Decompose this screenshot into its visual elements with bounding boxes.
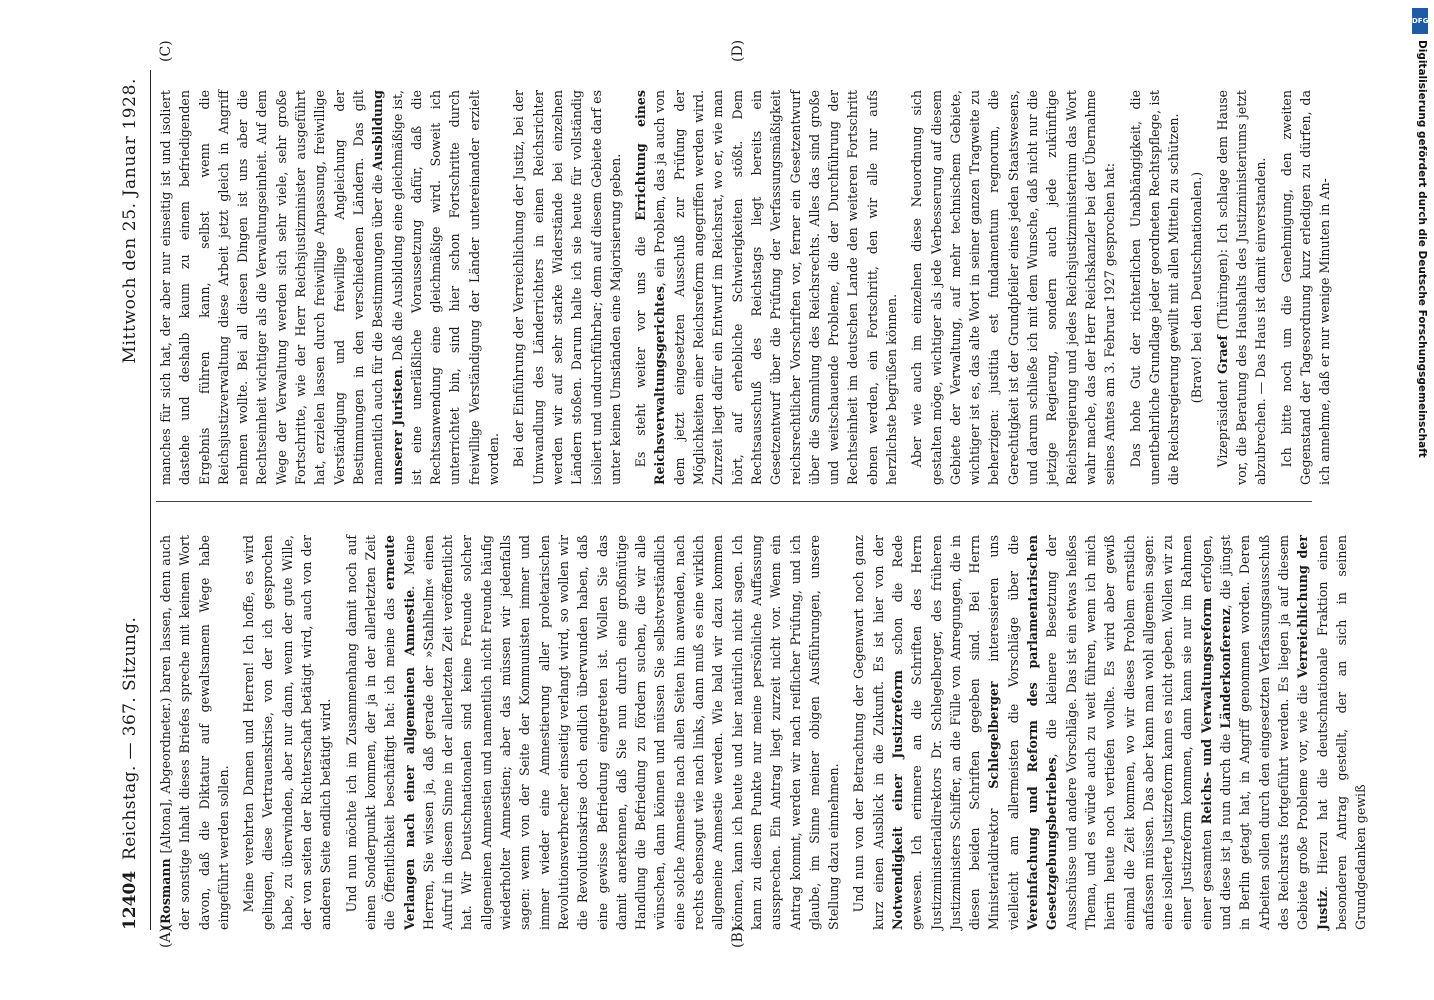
page-number: 12404 [120,870,140,930]
paragraph: Aber wie auch im einzelnen diese Neuordnung sich gestalten möge, wichtiger als jede Verbesserung auf diesem Gebiete der Verwaltung, auf mehr technischem Gebiete, wichtiger ist es, das alte Wort in seiner ganzen Tragweite zu beherzigen: justitia est fundamentum regnorum, die Gerechtigkeit ist der Grundpfeiler eines jeden Staatswesens, und darum schließe ich mit dem Wunsche, daß nicht nur die jetzige Regierung, sondern auch jede zukünftige Reichsregierung und jedes Reichsjustizministerium das Wort wahr mache, das der Herr Reichskanzler bei der Übernahme seines Amtes am 3. Februar 1927 gesprochen hat: [909,90,1118,485]
quotation: Das hohe Gut der richterlichen Unabhängigkeit, die unentbehrliche Grundlage jeder geordneten Rechtspflege, ist die Reichsregierung gewillt mit allen Mitteln zu schützen. [1127,90,1182,485]
paragraph: Und nun von der Betrachtung der Gegenwart noch ganz kurz einen Ausblick in die Zukunft. Es ist hier von der Notwendigkeit einer Justizreform schon die Rede gewesen. Ich erinnere an die Schriften des Herrn Justizministerialdirektors Dr. Schlegelberger, des früheren Justizministers Schiffer, an die Fülle von Anregungen, die in diesen beiden Schriften gegeben sind. Bei Herrn Ministerialdirektor Schlegelberger interessieren uns vielleicht am allermeisten die Vorschläge über die Vereinfachung und Reform des parlamentarischen Gesetzgebungsbetriebes, die kleinere Besetzung der Ausschüsse und andere Vorschläge. Das ist ein etwas heißes Thema, und es würde auch zu weit führen, wenn ich mich hierin heute noch vertiefen wollte. Es wird aber gewiß einmal die Zeit kommen, wo wir dieses Problem ernstlich anfassen müssen. Das aber kann man wohl allgemein sagen: eine isolierte Justizreform kann es nicht geben. Wollen wir zu einer Justizreform kommen, dann kann sie nur im Rahmen einer gesamten Reichs- und Verwaltungsreform erfolgen, und diese ist ja nun durch die Länderkonferenz, die jüngst in Berlin getagt hat, in Angriff genommen worden. Deren Arbeiten sollen durch den eingesetzten Verfassungsausschuß des Reichsrats fortgeführt werden. Es liegen ja auf diesem Gebiete große Probleme vor, wie die Verreichlichung der Justiz. Hierzu hat die deutschnationale Fraktion einen besonderen Antrag gestellt, der an sich in seinen Grundgedanken gewiß [851,535,1369,930]
dfg-logo: DFG [1412,8,1428,34]
dfg-sidebar [1408,0,1434,1000]
text-column-right [156,89,1333,485]
paragraph: Und nun möchte ich im Zusammenhang damit noch auf einen Sonderpunkt kommen, der ja in der allerletzten Zeit die Öffentlichkeit beschäftigt hat: ich meine das erneute Verlangen nach einer allgemeinen Amnestie. Meine Herren, Sie wissen ja, daß gerade der »Stahlhelm« einen Aufruf in diesem Sinne in der allerletzten Zeit veröffentlicht hat. Wir Deutschnationalen sind keine Freunde solcher allgemeinen Amnestien und namentlich nicht Freunde häufig wiederholter Amnestien; aber das müssen wir jedenfalls sagen: wenn von der Seite der Kommunisten immer und immer wieder eine Amnestierung aller proletarischen Revolutionsverbrecher einseitig verlangt wird, so wollen wir die Revolutionskrise doch endlich überwunden haben, daß eine gewisse Befriedung eingetreten ist. Wollen Sie das damit anerkennen, daß Sie nun durch eine großmütige Handlung die Befriedung zu fördern suchen, die wir alle wünschen, dann können und müssen Sie selbstverständlich eine solche Amnestie nach allen Seiten hin anwenden, nach rechts ebensogut wie nach links, dann muß es eine wirklich allgemeine Amnestie werden. Wie bald wir dazu kommen können, kann ich heute und hier natürlich nicht sagen. Ich kann zu diesem Punkte nur meine persönliche Auffassung aussprechen. Ein Antrag liegt zurzeit nicht vor. Wenn ein Antrag kommt, werden wir nach reiflicher Prüfung, und ich glaube, im Sinne meiner obigen Ausführungen, unsere Stellung dazu einnehmen. [343,535,842,930]
page-header [110,70,151,930]
paragraph: Ich bitte noch um die Genehmigung, den zweiten Gegenstand der Tagesordnung kurz erledigen zu dürfen, da ich annehme, daß er nur wenige Minuten in An- [1278,90,1333,485]
column-divider [156,501,1312,502]
dfg-funding-note: Digitalisierung gefördert durch die Deutsche Forschungsgemeinschaft [1416,40,1428,458]
paragraph: Meine verehrten Damen und Herren! Ich hoffe, es wird gelingen, diese Vertrauenskrise, von der ich gesprochen habe, zu überwinden, aber nur dann, wenn der gute Wille, der von seiten der Richterschaft betätigt wird, auch von der anderen Seite endlich betätigt wird. [241,535,334,930]
paragraph: Bei der Einführung der Verreichlichung der Justiz, bei der Umwandlung des Länderrichters in einen Reichsrichter werden wir auf sehr starke Widerstände bei einzelnen Ländern stoßen. Darum halte ich sie heute für vollständig isoliert und undurchführbar; denn auf diesem Gebiete darf es unter keinen Umständen eine Majorisierung geben. [511,90,623,485]
paragraph: Vizepräsident Graef (Thüringen): Ich schlage dem Hause vor, die Beratung des Haushalts des Justizministeriums jetzt abzubrechen. — Das Haus ist damit einverstanden. [1214,90,1269,485]
speaker-name: (Rosmann [158,858,173,930]
margin-mark-c: (C) [158,40,174,62]
margin-mark-a: (A) [158,926,174,948]
rotated-page [110,39,1369,948]
margin-mark-b: (B) [730,926,746,948]
session-date: Mittwoch den 25. Januar 1928. [120,78,140,364]
interjection: (Bravo! bei den Deutschnationalen.) [1189,171,1205,404]
session-title: Reichstag. — 367. Sitzung. [120,616,140,860]
paragraph: manches für sich hat, der aber nur einseitig ist und isoliert dastehe und deshalb kaum zu einem befriedigenden Ergebnis führen kann, selbst wenn die Reichsjustizverwaltung diese Arbeit jetzt gleich in Angriff nehmen wollte. Bei all diesen Dingen ist uns aber die Rechtseinheit wichtiger als die Verwaltungseinheit. Auf dem Wege der Verwaltung werden sich sehr viele, sehr große Fortschritte, wie der Herr Reichsjustizminister ausgeführt hat, erzielen lassen durch freiwillige Anpassung, freiwillige Verständigung und freiwillige Angleichung der Bestimmungen in den verschiedenen Ländern. Das gilt namentlich auch für die Bestimmungen über die Ausbildung unserer Juristen. Daß die Ausbildung eine gleichmäßige ist, ist eine unerläßliche Voraussetzung dafür, daß die Rechtsanwendung eine gleichmäßige wird. Soweit ich unterrichtet bin, sind hier schon Fortschritte durch freiwillige Verständigung der Länder untereinander erzielt worden. [158,89,502,485]
text-column-left [156,535,1369,930]
paragraph: (Rosmann [Altona], Abgeordneter.) baren lassen, denn auch der sonstige Inhalt dieses Briefes spreche mit keinem Wort davon, daß die Diktatur auf gewaltsamem Wege habe eingeführt werden sollen. [158,535,231,930]
margin-mark-d: (D) [730,39,746,62]
speaker-name: Graef [1214,335,1230,375]
paragraph: Es steht weiter vor uns die Errichtung eines Reichsverwaltungsgerichtes, ein Problem, das ja auch von dem jetzt eingesetzten Ausschuß zur Prüfung der Möglichkeiten einer Reichsreform angegriffen werden wird. Zurzeit liegt dafür ein Entwurf im Reichsrat, wo er, wie man hört, auf erhebliche Schwierigkeiten stößt. Dem Rechtsausschuß des Reichstags liegt bereits ein Gesetzentwurf über die Prüfung der Verfassungsmäßigkeit reichsrechtlicher Vorschriften vor, ferner ein Gesetzentwurf über die Sammlung des Reichsrechts. Alles das sind große und weitschauende Probleme, die der Durchführung der Rechtseinheit im deutschen Lande den weiteren Fortschritt ebnen werden, ein Fortschritt, den wir alle nur aufs herzlichste begrüßen können. [633,89,899,485]
